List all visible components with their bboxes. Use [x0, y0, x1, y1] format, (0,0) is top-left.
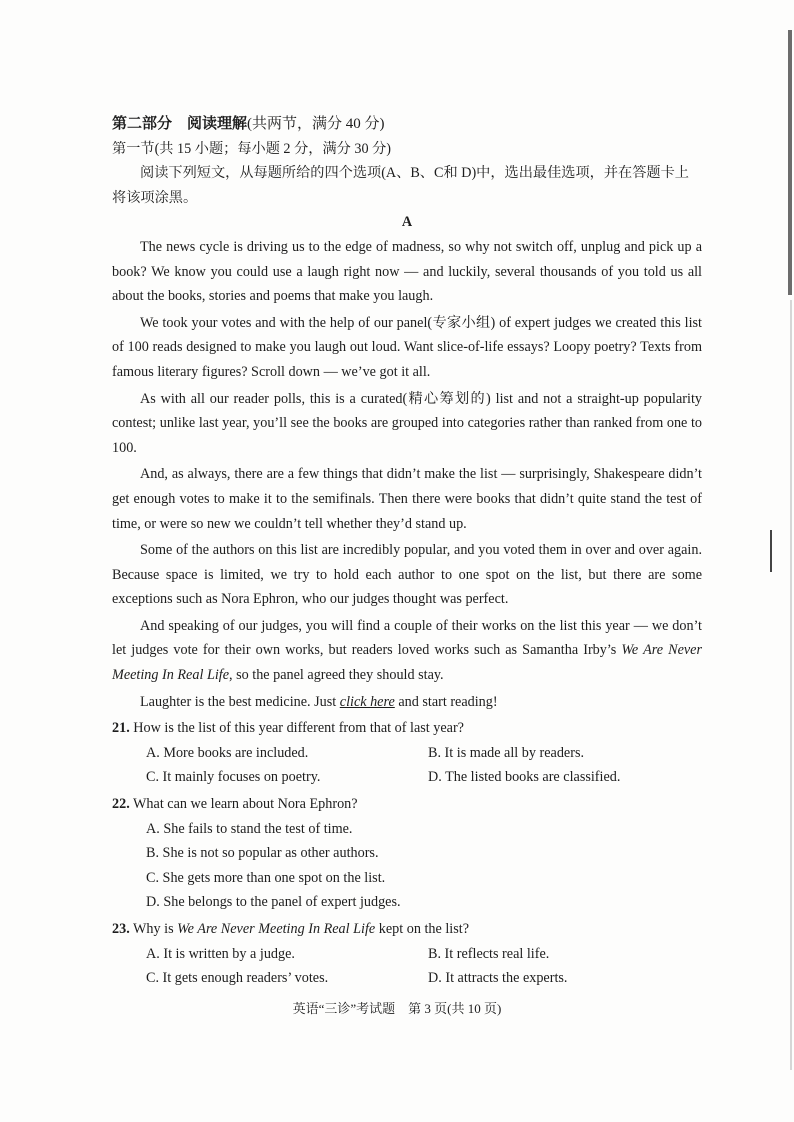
- scan-edge-shadow: [788, 30, 792, 295]
- passage-paragraph: [112, 690, 702, 715]
- book-title: We Are Never Meeting In Real Life: [177, 921, 376, 937]
- option-a: A. More books are included.: [146, 744, 309, 761]
- passage-paragraph: And, as always, there are a few things that didn’t make the list — surprisingly, Shakespeare didn’t get enough votes to make it to the semifinals. Then there were books that didn’t quite stand the test of time, or were so new we couldn’t tell whether they’d stand up.: [112, 466, 702, 532]
- option-d: D. The listed books are classified.: [428, 769, 621, 786]
- passage-paragraph: As with all our reader polls, this is a curated(精心筹划的) list and not a straight-up popularity contest; unlike last year, you’ll see the books are grouped into categories rather than ranked from one to 100.: [112, 390, 702, 456]
- option-b: B. She is not so popular as other authors.: [146, 845, 379, 862]
- option-a: A. It is written by a judge.: [146, 945, 295, 962]
- option-a: A. She fails to stand the test of time.: [146, 820, 353, 837]
- paragraph-text: and start reading!: [394, 693, 498, 710]
- passage-paragraph: [112, 614, 702, 688]
- question-text: What can we learn about Nora Ephron?: [133, 796, 358, 813]
- section-title: [112, 112, 702, 137]
- option-c: C. It gets enough readers’ votes.: [146, 970, 329, 987]
- question-text: How is the list of this year different from that of last year?: [133, 720, 464, 737]
- passage-paragraph: Some of the authors on this list are incredibly popular, and you voted them in over and over again. Because space is limited, we try to hold each author to one spot on the list, but there are some exceptions such as Nora Ephron, who our judges thought was perfect.: [112, 542, 702, 608]
- scan-edge-line: [790, 300, 792, 1070]
- option-c: C. She gets more than one spot on the list.: [146, 869, 386, 886]
- instruction-text: 阅读下列短文，从每题所给的四个选项(A、B、C和 D)中，选出最佳选项，并在答题卡上将该项涂黑。: [112, 165, 689, 206]
- margin-mark: [770, 530, 772, 572]
- passage-letter: A: [401, 214, 413, 231]
- question-22: [112, 792, 702, 915]
- option-b: B. It reflects real life.: [428, 945, 550, 962]
- options-grid: [112, 942, 702, 991]
- paragraph-text: And speaking of our judges, you will find a couple of their works on the list this year — we don’t let judges vote for their own works, but readers loved works such as Samantha Irby’s: [112, 617, 702, 659]
- question-21: [112, 716, 702, 790]
- paragraph-text: , so the panel agreed they should stay.: [229, 667, 444, 684]
- section-note: (共两节，满分 40 分): [247, 116, 385, 132]
- option-d: D. She belongs to the panel of expert judges.: [146, 894, 401, 911]
- question-stem: [112, 792, 702, 817]
- question-number: 21.: [112, 720, 130, 737]
- question-stem: [112, 716, 702, 741]
- subsection-title: 第一节(共 15 小题；每小题 2 分，满分 30 分): [112, 140, 392, 157]
- exam-content: [112, 112, 702, 991]
- book-title: We Are Never Meeting In Real Life: [112, 642, 702, 684]
- question-number: 22.: [112, 796, 130, 813]
- question-text: Why is: [133, 921, 178, 937]
- click-here-link[interactable]: click here: [339, 693, 395, 710]
- options-list: [112, 817, 702, 915]
- passage-paragraph: The news cycle is driving us to the edge of madness, so why not switch off, unplug and pick up a book? We know you could use a laugh right now — and luckily, several thousands of you told us all about the books, stories and poems that make you laugh.: [112, 238, 702, 305]
- question-23: [112, 917, 702, 991]
- question-text: kept on the list?: [375, 921, 469, 937]
- option-c: C. It mainly focuses on poetry.: [146, 769, 321, 786]
- option-d: D. It attracts the experts.: [428, 970, 568, 987]
- question-number: 23.: [112, 921, 130, 937]
- options-grid: [112, 741, 702, 790]
- question-stem: [112, 917, 702, 942]
- option-b: B. It is made all by readers.: [428, 744, 585, 761]
- paragraph-text: Laughter is the best medicine. Just: [140, 693, 340, 710]
- section-title-text: 第二部分 阅读理解: [112, 116, 248, 132]
- passage-paragraph: We took your votes and with the help of our panel(专家小组) of expert judges we created this list of 100 reads designed to make you laugh out loud. Want slice-of-life essays? Loopy poetry? Texts from famous literary figures? Scroll down — we’ve got it all.: [112, 314, 702, 380]
- page-footer: 英语“三诊”考试题 第 3 页(共 10 页): [292, 1001, 502, 1016]
